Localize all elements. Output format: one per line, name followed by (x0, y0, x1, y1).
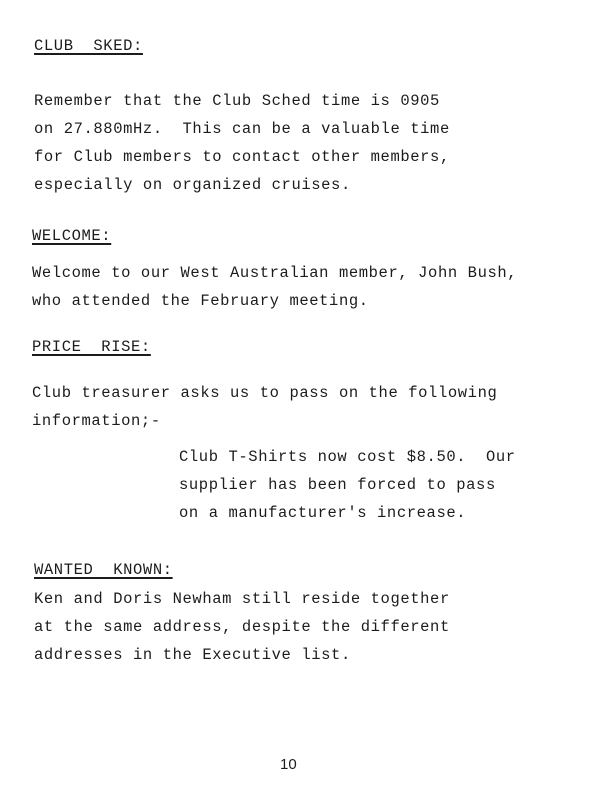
price-rise-indented-line: on a manufacturer's increase. (179, 504, 467, 522)
price-rise-line: Club treasurer asks us to pass on the following (32, 384, 498, 402)
club-sked-line: on 27.880mHz. This can be a valuable time (34, 120, 450, 138)
price-rise-heading: PRICE RISE: (32, 338, 151, 356)
wanted-known-line: addresses in the Executive list. (34, 646, 351, 664)
price-rise-indented-line: Club T-Shirts now cost $8.50. Our (179, 448, 516, 466)
club-sked-line: Remember that the Club Sched time is 0905 (34, 92, 440, 110)
welcome-line: who attended the February meeting. (32, 292, 369, 310)
club-sked-line: especially on organized cruises. (34, 176, 351, 194)
welcome-line: Welcome to our West Australian member, John Bush, (32, 264, 518, 282)
wanted-known-line: Ken and Doris Newham still reside together (34, 590, 450, 608)
price-rise-line: information;- (32, 412, 161, 430)
club-sked-heading: CLUB SKED: (34, 37, 143, 55)
wanted-known-line: at the same address, despite the different (34, 618, 450, 636)
welcome-heading: WELCOME: (32, 227, 112, 245)
price-rise-indented-line: supplier has been forced to pass (179, 476, 496, 494)
wanted-known-heading: WANTED KNOWN: (34, 561, 173, 579)
page-number: 10 (280, 756, 297, 773)
club-sked-line: for Club members to contact other members, (34, 148, 450, 166)
